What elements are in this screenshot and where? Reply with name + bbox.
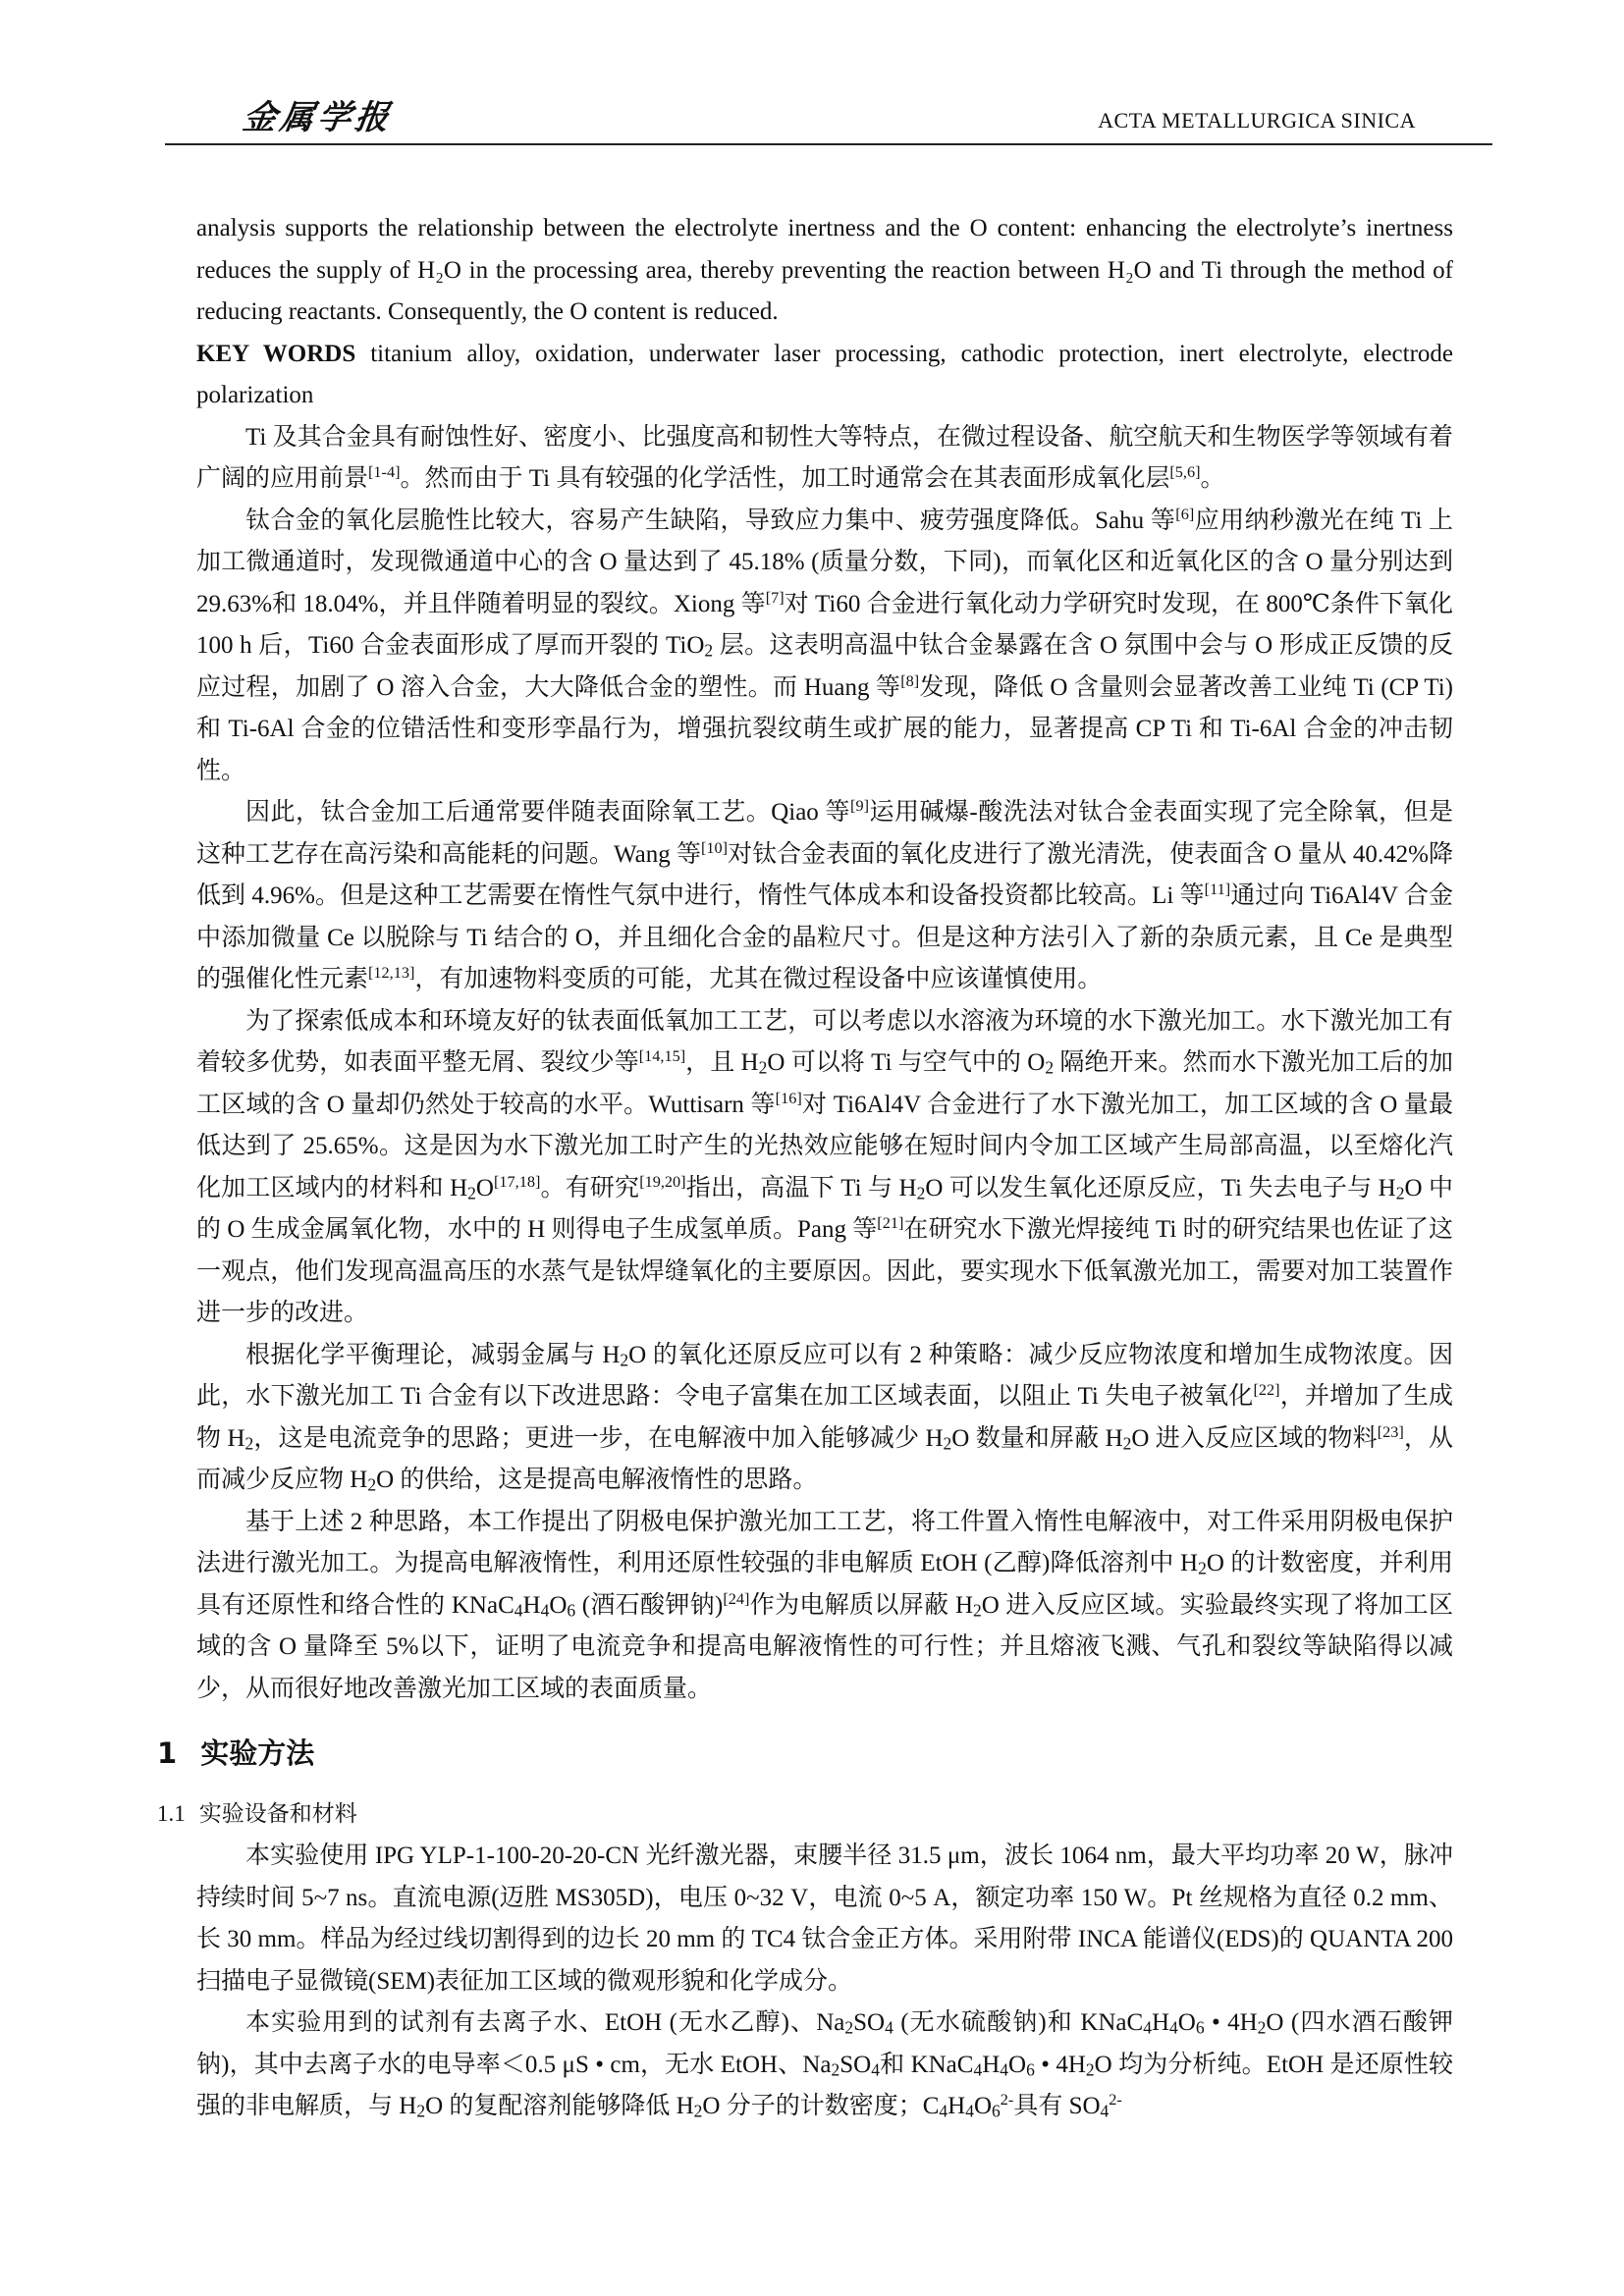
keywords-label: KEY WORDS: [196, 340, 356, 367]
citation: [7]: [765, 588, 785, 607]
citation: [19,20]: [639, 1172, 686, 1191]
citation: [17,18]: [493, 1172, 541, 1191]
section-number: 1: [157, 1736, 178, 1770]
methods-paragraph-1: 本实验使用 IPG YLP-1-100-20-20-CN 光纤激光器，束腰半径 31.5 μm，波长 1064 nm，最大平均功率 20 W，脉冲持续时间 5~7 ns。直流电源(迈胜 MS305D)，电压 0~32 V，电流 0~5 A，额定功率 150 W。Pt 丝规格为直径 0.2 mm、长 30 mm。样品为经过线切割得到的边长 20 mm 的 TC4 钛合金正方体。采用附带 INCA 能谱仪(EDS)的 QUANTA 200 扫描电子显微镜(SEM)表征加工区域的微观形貌和化学成分。: [196, 1842, 1453, 1995]
article-body: [157, 208, 1454, 2128]
journal-name-en: ACTA METALLURGICA SINICA: [1098, 108, 1416, 133]
citation: [14,15]: [638, 1047, 686, 1066]
subsection-title: 实验设备和材料: [198, 1801, 357, 1827]
section-title: 实验方法: [200, 1736, 315, 1770]
journal-logo-cn: 金属学报: [240, 98, 396, 137]
section-heading-1: [157, 1728, 1453, 1779]
keywords-text: titanium alloy, oxidation, underwater laser processing, cathodic protection, inert electrolyte, electrode polarization: [196, 340, 1453, 408]
keywords: [196, 334, 1453, 417]
subsection-number: 1.1: [157, 1801, 186, 1826]
abstract-tail: analysis supports the relationship between the electrolyte inertness and the O content: enhancing the electrolyte’s inertness reduces the supply of H₂O in the processing area, thereby preventing the reaction between H₂O and Ti through the method of reducing reactants. Consequently, the O content is reduced.: [196, 215, 1453, 325]
intro-paragraph-3: 因此，钛合金加工后通常要伴随表面除氧工艺。Qiao 等[9]运用碱爆-酸洗法对钛合金表面实现了完全除氧，但是这种工艺存在高污染和高能耗的问题。Wang 等[10]对钛合金表面的氧化皮进行了激光清洗，使表面含 O 量从 40.42%降低到 4.96%。但是这种工艺需要在惰性气氛中进行，惰性气体成本和设备投资都比较高。Li 等[11]通过向 Ti6Al4V 合金中添加微量 Ce 以脱除与 Ti 结合的 O，并且细化合金的晶粒尺寸。但是这种方法引入了新的杂质元素，且 Ce 是典型的强催化性元素[12,13]，有加速物料变质的可能，尤其在微过程设备中应该谨慎使用。: [196, 797, 1454, 992]
citation: [8]: [900, 671, 920, 690]
citation: [21]: [877, 1214, 904, 1233]
intro-paragraph-5: 根据化学平衡理论，减弱金属与 $H_2O$ 的氧化还原反应可以有 2 种策略：减少反应物浓度和增加生成物浓度。因此，水下激光加工 Ti 合金有以下改进思路：令电子富集在加工区域表面，以阻止 Ti 失电子被氧化[22]，并增加了生成物 $H_2$，这是电流竞争的思路；更进一步，在电解液中加入能够减少 $H_2O$ 数量和屏蔽 $H_2O$ 进入反应区域的物料[23]，从而减少反应物 $H_2O$ 的供给，这是提高电解液惰性的思路。: [196, 1341, 1454, 1495]
citation: [22]: [1253, 1381, 1280, 1400]
citation: [1-4]: [368, 463, 401, 482]
citation: [23]: [1377, 1422, 1404, 1441]
citation: [12,13]: [368, 964, 415, 983]
citation: [10]: [700, 838, 729, 857]
citation: [9]: [850, 797, 869, 816]
citation: [24]: [723, 1589, 750, 1608]
citation: [16]: [775, 1089, 802, 1107]
intro-paragraph-1: Ti 及其合金具有耐蚀性好、密度小、比强度高和韧性大等特点，在微过程设备、航空航天和生物医学等领域有着广阔的应用前景[1-4]。然而由于 Ti 具有较强的化学活性，加工时通常会在其表面形成氧化层[5,6]。: [196, 423, 1453, 492]
intro-paragraph-2: 钛合金的氧化层脆性比较大，容易产生缺陷，导致应力集中、疲劳强度降低。Sahu 等[6]应用纳秒激光在纯 Ti 上加工微通道时，发现微通道中心的含 O 量达到了 45.18% (质量分数，下同)，而氧化区和近氧化区的含 O 量分别达到 29.63%和 18.04%，并且伴随着明显的裂纹。Xiong 等[7]对 Ti60 合金进行氧化动力学研究时发现，在 800℃条件下氧化 100 h 后，Ti60 合金表面形成了厚而开裂的 TiO$_2$ 层。这表明高温中钛合金暴露在含 O 氛围中会与 O 形成正反馈的反应过程，加剧了 O 溶入合金，大大降低合金的塑性。而 Huang 等[8]发现，降低 O 含量则会显著改善工业纯 Ti (CP Ti)和 Ti-6Al 合金的位错活性和变形孪晶行为，增强抗裂纹萌生或扩展的能力，显著提高 CP Ti 和 Ti-6Al 合金的冲击韧性。: [196, 505, 1453, 784]
subsection-heading-1-1: [157, 1792, 1453, 1836]
running-header: [165, 84, 1492, 145]
citation: [5,6]: [1169, 463, 1201, 482]
citation: [11]: [1204, 881, 1231, 899]
citation: [6]: [1175, 505, 1195, 523]
methods-paragraph-2: 本实验用到的试剂有去离子水、EtOH (无水乙醇)、$Na_2SO_4$ (无水硫酸钠)和 $KNaC_4H_4O_6$ • $4H_2O$ (四水酒石酸钾钠)，其中去离子水的电导率＜0.5 μS • cm，无水 EtOH、$Na_2SO_4$和 $KNaC_4H_4O_6$ • $4H_2O$ 均为分析纯。EtOH 是还原性较强的非电解质，与 $H_2O$ 的复配溶剂能够降低 $H_2O$ 分子的计数密度；$C_4H_4O_6^{2-}$具有 $SO_4^{2-}$: [196, 2009, 1453, 2121]
intro-paragraph-4: 为了探索低成本和环境友好的钛表面低氧加工工艺，可以考虑以水溶液为环境的水下激光加工。水下激光加工有着较多优势，如表面平整无屑、裂纹少等[14,15]，且 $H_2O$ 可以将 Ti 与空气中的 $O_2$ 隔绝开来。然而水下激光加工后的加工区域的含 O 量却仍然处于较高的水平。Wuttisarn 等[16]对 Ti6Al4V 合金进行了水下激光加工，加工区域的含 O 量最低达到了 25.65%。这是因为水下激光加工时产生的光热效应能够在短时间内令加工区域产生局部高温，以至熔化汽化加工区域内的材料和 $H_2O[17,18]$。有研究[19,20]指出，高温下 Ti 与 $H_2O$ 可以发生氧化还原反应，Ti 失去电子与 $H_2O$ 中的 O 生成金属氧化物，水中的 H 则得电子生成氢单质。Pang 等[21]在研究水下激光焊接纯 Ti 时的研究结果也佐证了这一观点，他们发现高温高压的水蒸气是钛焊缝氧化的主要原因。因此，要实现水下低氧激光加工，需要对加工装置作进一步的改进。: [196, 1007, 1453, 1326]
intro-paragraph-6: 基于上述 2 种思路，本工作提出了阴极电保护激光加工工艺，将工件置入惰性电解液中，对工件采用阴极电保护法进行激光加工。为提高电解液惰性，利用还原性较强的非电解质 EtOH (乙醇)降低溶剂中 $H_2O$ 的计数密度，并利用具有还原性和络合性的 $KNaC_4H_4O_6$ (酒石酸钾钠)[24]作为电解质以屏蔽 $H_2O$ 进入反应区域。实验最终实现了将加工区域的含 O 量降至 5%以下，证明了电流竞争和提高电解液惰性的可行性；并且熔液飞溅、气孔和裂纹等缺陷得以减少，从而很好地改善激光加工区域的表面质量。: [196, 1508, 1453, 1702]
